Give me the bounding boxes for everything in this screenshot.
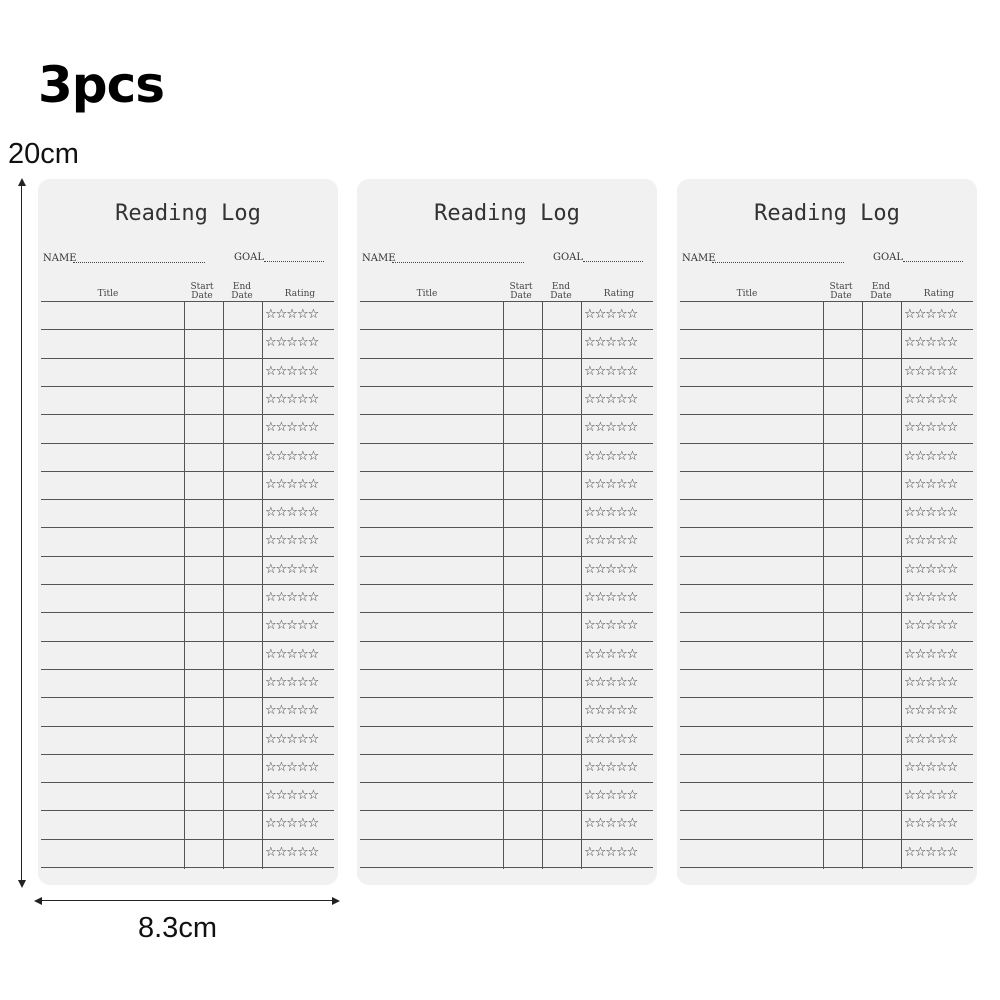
- goal-field[interactable]: [264, 261, 324, 262]
- rating-stars-icon[interactable]: ☆☆☆☆☆: [584, 449, 638, 464]
- rating-stars-icon[interactable]: ☆☆☆☆☆: [265, 732, 319, 747]
- height-dimension-label: 20cm: [8, 138, 79, 170]
- rating-stars-icon[interactable]: ☆☆☆☆☆: [265, 533, 319, 548]
- rating-stars-icon[interactable]: ☆☆☆☆☆: [904, 420, 958, 435]
- table-row-rule: [41, 471, 334, 472]
- rating-stars-icon[interactable]: ☆☆☆☆☆: [265, 364, 319, 379]
- table-row-rule: [360, 697, 653, 698]
- rating-stars-icon[interactable]: ☆☆☆☆☆: [265, 562, 319, 577]
- table-row-rule: [360, 726, 653, 727]
- name-label: NAME: [682, 253, 716, 264]
- table-row-rule: [360, 329, 653, 330]
- rating-stars-icon[interactable]: ☆☆☆☆☆: [904, 590, 958, 605]
- rating-stars-icon[interactable]: ☆☆☆☆☆: [265, 703, 319, 718]
- rating-stars-icon[interactable]: ☆☆☆☆☆: [584, 533, 638, 548]
- table-row-rule: [360, 414, 653, 415]
- log-table: [360, 301, 653, 869]
- reading-log-card: [38, 179, 338, 885]
- table-column-rule: [184, 301, 185, 869]
- table-row-rule: [41, 867, 334, 868]
- table-row-rule: [360, 641, 653, 642]
- rating-stars-icon[interactable]: ☆☆☆☆☆: [584, 562, 638, 577]
- table-column-rule: [503, 301, 504, 869]
- name-label: NAME: [362, 253, 396, 264]
- table-column-rule: [823, 301, 824, 869]
- table-row-rule: [680, 726, 973, 727]
- name-label: NAME: [43, 253, 77, 264]
- name-field[interactable]: [73, 262, 205, 263]
- table-row-rule: [680, 641, 973, 642]
- table-row-rule: [41, 726, 334, 727]
- table-row-rule: [41, 414, 334, 415]
- table-row-rule: [41, 641, 334, 642]
- table-row-rule: [41, 329, 334, 330]
- rating-stars-icon[interactable]: ☆☆☆☆☆: [584, 505, 638, 520]
- reading-log-card: [677, 179, 977, 885]
- table-row-rule: [360, 810, 653, 811]
- rating-stars-icon[interactable]: ☆☆☆☆☆: [904, 392, 958, 407]
- rating-stars-icon[interactable]: ☆☆☆☆☆: [265, 477, 319, 492]
- rating-stars-icon[interactable]: ☆☆☆☆☆: [584, 392, 638, 407]
- table-row-rule: [41, 386, 334, 387]
- rating-stars-icon[interactable]: ☆☆☆☆☆: [904, 335, 958, 350]
- quantity-label: 3pcs: [38, 56, 164, 114]
- table-row-rule: [680, 782, 973, 783]
- rating-stars-icon[interactable]: ☆☆☆☆☆: [584, 590, 638, 605]
- table-column-rule: [862, 301, 863, 869]
- table-row-rule: [41, 443, 334, 444]
- table-row-rule: [680, 867, 973, 868]
- rating-stars-icon[interactable]: ☆☆☆☆☆: [904, 845, 958, 860]
- table-header-rule: [360, 301, 653, 302]
- table-row-rule: [41, 810, 334, 811]
- table-row-rule: [360, 584, 653, 585]
- table-row-rule: [360, 358, 653, 359]
- table-row-rule: [41, 754, 334, 755]
- width-dimension-line: [38, 900, 336, 901]
- table-row-rule: [360, 386, 653, 387]
- table-column-rule: [223, 301, 224, 869]
- log-table: [41, 301, 334, 869]
- rating-stars-icon[interactable]: ☆☆☆☆☆: [265, 590, 319, 605]
- rating-stars-icon[interactable]: ☆☆☆☆☆: [904, 703, 958, 718]
- table-row-rule: [680, 499, 973, 500]
- column-header-start-date: Start Date: [829, 282, 853, 301]
- name-field[interactable]: [392, 262, 524, 263]
- rating-stars-icon[interactable]: ☆☆☆☆☆: [584, 335, 638, 350]
- table-row-rule: [360, 527, 653, 528]
- rating-stars-icon[interactable]: ☆☆☆☆☆: [265, 760, 319, 775]
- column-header-start-date: Start Date: [509, 282, 533, 301]
- table-row-rule: [680, 527, 973, 528]
- rating-stars-icon[interactable]: ☆☆☆☆☆: [584, 675, 638, 690]
- table-row-rule: [680, 612, 973, 613]
- table-row-rule: [680, 754, 973, 755]
- goal-field[interactable]: [583, 261, 643, 262]
- rating-stars-icon[interactable]: ☆☆☆☆☆: [584, 732, 638, 747]
- rating-stars-icon[interactable]: ☆☆☆☆☆: [584, 364, 638, 379]
- rating-stars-icon[interactable]: ☆☆☆☆☆: [265, 788, 319, 803]
- table-row-rule: [680, 839, 973, 840]
- rating-stars-icon[interactable]: ☆☆☆☆☆: [584, 788, 638, 803]
- column-header-rating: Rating: [603, 289, 635, 299]
- rating-stars-icon[interactable]: ☆☆☆☆☆: [904, 505, 958, 520]
- name-field[interactable]: [712, 262, 844, 263]
- arrow-left-icon: [34, 897, 42, 905]
- rating-stars-icon[interactable]: ☆☆☆☆☆: [904, 364, 958, 379]
- column-header-end-date: End Date: [870, 282, 892, 301]
- rating-stars-icon[interactable]: ☆☆☆☆☆: [265, 647, 319, 662]
- rating-stars-icon[interactable]: ☆☆☆☆☆: [904, 816, 958, 831]
- rating-stars-icon[interactable]: ☆☆☆☆☆: [584, 477, 638, 492]
- rating-stars-icon[interactable]: ☆☆☆☆☆: [265, 449, 319, 464]
- rating-stars-icon[interactable]: ☆☆☆☆☆: [904, 675, 958, 690]
- table-column-rule: [901, 301, 902, 869]
- rating-stars-icon[interactable]: ☆☆☆☆☆: [265, 335, 319, 350]
- goal-field[interactable]: [903, 261, 963, 262]
- rating-stars-icon[interactable]: ☆☆☆☆☆: [584, 647, 638, 662]
- table-row-rule: [680, 584, 973, 585]
- rating-stars-icon[interactable]: ☆☆☆☆☆: [265, 392, 319, 407]
- table-row-rule: [360, 669, 653, 670]
- table-row-rule: [360, 754, 653, 755]
- rating-stars-icon[interactable]: ☆☆☆☆☆: [904, 533, 958, 548]
- rating-stars-icon[interactable]: ☆☆☆☆☆: [904, 760, 958, 775]
- table-row-rule: [360, 443, 653, 444]
- table-row-rule: [680, 471, 973, 472]
- table-row-rule: [41, 669, 334, 670]
- column-header-title: Title: [97, 289, 119, 299]
- rating-stars-icon[interactable]: ☆☆☆☆☆: [584, 760, 638, 775]
- reading-log-card: [357, 179, 657, 885]
- table-row-rule: [360, 471, 653, 472]
- table-row-rule: [360, 867, 653, 868]
- column-header-rating: Rating: [923, 289, 955, 299]
- table-column-rule: [262, 301, 263, 869]
- goal-label: GOAL: [234, 252, 265, 263]
- rating-stars-icon[interactable]: ☆☆☆☆☆: [584, 845, 638, 860]
- rating-stars-icon[interactable]: ☆☆☆☆☆: [584, 307, 638, 322]
- table-row-rule: [41, 782, 334, 783]
- width-dimension-label: 8.3cm: [138, 912, 217, 944]
- column-header-end-date: End Date: [550, 282, 572, 301]
- card-title: Reading Log: [754, 201, 900, 226]
- table-header-rule: [41, 301, 334, 302]
- table-row-rule: [41, 839, 334, 840]
- table-row-rule: [41, 358, 334, 359]
- rating-stars-icon[interactable]: ☆☆☆☆☆: [265, 675, 319, 690]
- table-row-rule: [680, 697, 973, 698]
- rating-stars-icon[interactable]: ☆☆☆☆☆: [904, 477, 958, 492]
- table-row-rule: [41, 499, 334, 500]
- log-table: [680, 301, 973, 869]
- column-header-title: Title: [736, 289, 758, 299]
- rating-stars-icon[interactable]: ☆☆☆☆☆: [265, 845, 319, 860]
- table-row-rule: [680, 556, 973, 557]
- arrow-up-icon: [18, 178, 26, 186]
- rating-stars-icon[interactable]: ☆☆☆☆☆: [265, 618, 319, 633]
- table-row-rule: [680, 358, 973, 359]
- table-column-rule: [581, 301, 582, 869]
- rating-stars-icon[interactable]: ☆☆☆☆☆: [904, 562, 958, 577]
- rating-stars-icon[interactable]: ☆☆☆☆☆: [265, 816, 319, 831]
- table-row-rule: [680, 810, 973, 811]
- card-title: Reading Log: [115, 201, 261, 226]
- table-row-rule: [41, 527, 334, 528]
- table-row-rule: [680, 669, 973, 670]
- goal-label: GOAL: [873, 252, 904, 263]
- table-row-rule: [680, 386, 973, 387]
- table-row-rule: [360, 556, 653, 557]
- rating-stars-icon[interactable]: ☆☆☆☆☆: [904, 732, 958, 747]
- rating-stars-icon[interactable]: ☆☆☆☆☆: [904, 618, 958, 633]
- table-row-rule: [41, 612, 334, 613]
- table-row-rule: [360, 612, 653, 613]
- rating-stars-icon[interactable]: ☆☆☆☆☆: [584, 816, 638, 831]
- height-dimension-line: [21, 182, 22, 884]
- table-row-rule: [680, 329, 973, 330]
- rating-stars-icon[interactable]: ☆☆☆☆☆: [584, 420, 638, 435]
- table-header-rule: [680, 301, 973, 302]
- column-header-start-date: Start Date: [190, 282, 214, 301]
- arrow-down-icon: [18, 880, 26, 888]
- rating-stars-icon[interactable]: ☆☆☆☆☆: [265, 420, 319, 435]
- column-header-title: Title: [416, 289, 438, 299]
- table-column-rule: [542, 301, 543, 869]
- table-row-rule: [680, 443, 973, 444]
- rating-stars-icon[interactable]: ☆☆☆☆☆: [584, 703, 638, 718]
- rating-stars-icon[interactable]: ☆☆☆☆☆: [265, 307, 319, 322]
- rating-stars-icon[interactable]: ☆☆☆☆☆: [904, 449, 958, 464]
- table-row-rule: [360, 499, 653, 500]
- rating-stars-icon[interactable]: ☆☆☆☆☆: [904, 788, 958, 803]
- table-row-rule: [41, 556, 334, 557]
- rating-stars-icon[interactable]: ☆☆☆☆☆: [584, 618, 638, 633]
- table-row-rule: [680, 414, 973, 415]
- rating-stars-icon[interactable]: ☆☆☆☆☆: [904, 647, 958, 662]
- column-header-end-date: End Date: [231, 282, 253, 301]
- card-title: Reading Log: [434, 201, 580, 226]
- arrow-right-icon: [332, 897, 340, 905]
- rating-stars-icon[interactable]: ☆☆☆☆☆: [904, 307, 958, 322]
- table-row-rule: [41, 697, 334, 698]
- column-header-rating: Rating: [284, 289, 316, 299]
- table-row-rule: [360, 782, 653, 783]
- rating-stars-icon[interactable]: ☆☆☆☆☆: [265, 505, 319, 520]
- table-row-rule: [360, 839, 653, 840]
- goal-label: GOAL: [553, 252, 584, 263]
- table-row-rule: [41, 584, 334, 585]
